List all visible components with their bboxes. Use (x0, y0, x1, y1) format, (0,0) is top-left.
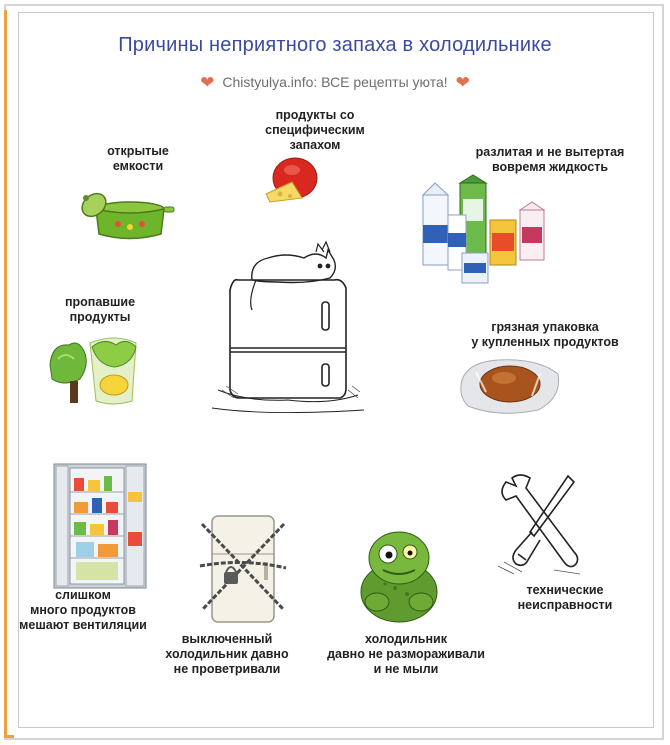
label-dirty-packaging (450, 320, 640, 350)
green-monster-icon (355, 522, 443, 626)
label-too-many-products (8, 588, 158, 633)
label-line: грязная упаковка (491, 320, 599, 334)
subtitle-line (0, 73, 670, 93)
page-title: Причины неприятного запаха в холодильнике (118, 34, 552, 56)
milk-cartons-icon (420, 175, 565, 285)
label-specific-smell (250, 108, 380, 153)
label-line: давно не размораживали (327, 647, 485, 661)
label-line: специфическим (265, 123, 365, 137)
label-malfunction (500, 583, 630, 613)
label-line: мешают вентиляции (19, 618, 147, 632)
label-line: открытые (107, 144, 169, 158)
label-line: много продуктов (30, 603, 136, 617)
fridge-sketch-icon (208, 240, 368, 420)
label-line: вовремя жидкость (491, 160, 609, 174)
label-line: емкости (112, 159, 164, 173)
label-switched-off (152, 632, 302, 677)
subtitle-text: Chistyulya.info: ВСЕ рецепты уюта! (222, 74, 448, 90)
heart-icon: ❤ (200, 73, 215, 92)
tools-sketch-icon (494, 470, 586, 578)
label-not-defrosted (316, 632, 496, 677)
lettuce-icon (44, 335, 144, 410)
label-line: технические (526, 583, 604, 597)
open-pot-icon (80, 190, 175, 245)
label-line: и не мыли (373, 662, 439, 676)
label-line: пропавшие (64, 295, 136, 309)
label-line: не проветривали (173, 662, 281, 676)
label-line: разлитая и не вытертая (475, 145, 625, 159)
label-line: неисправности (517, 598, 613, 612)
label-line: холодильник (365, 632, 447, 646)
label-line: запахом (289, 138, 341, 152)
chained-fridge-icon (198, 510, 288, 628)
label-line: выключенный (181, 632, 273, 646)
label-line: продукты (69, 310, 131, 324)
label-open-containers (98, 144, 178, 174)
label-line: холодильник давно (165, 647, 289, 661)
heart-icon: ❤ (455, 73, 470, 92)
label-line: продукты со (275, 108, 355, 122)
wrapped-meat-icon (458, 352, 563, 420)
packed-fridge-icon (52, 462, 148, 590)
label-spoiled-food (50, 295, 150, 325)
cheese-icon (262, 152, 322, 207)
label-spilled-liquid (460, 145, 640, 175)
label-line: у купленных продуктов (471, 335, 619, 349)
label-line: слишком (55, 588, 111, 602)
